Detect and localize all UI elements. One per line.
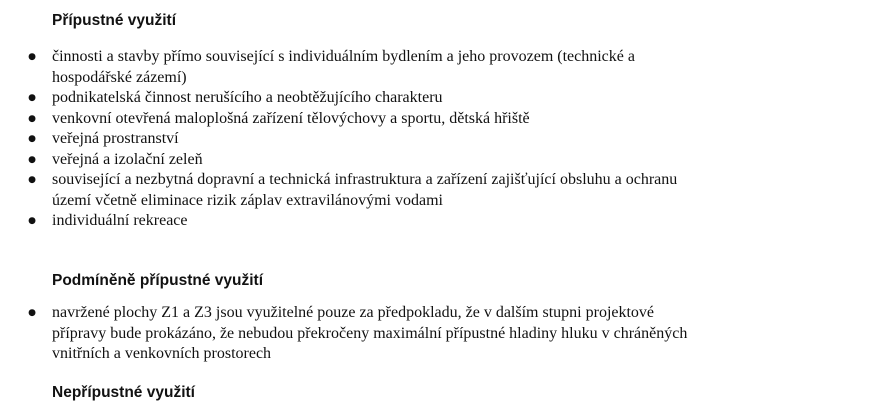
list-item: ● související a nezbytná dopravní a technická infrastruktura a zařízení zajišťující obsluhu a ochranu území včetně eliminace rizik záplav extravilánovými vodami — [28, 171, 678, 209]
bullet-icon: ● — [28, 308, 36, 318]
bullet-icon: ● — [28, 52, 36, 62]
heading-permitted-use: Přípustné využití — [52, 12, 177, 29]
list-item: ● individuální rekreace — [0, 211, 852, 232]
bullet-icon: ● — [28, 175, 36, 185]
list-item: ● podnikatelská činnost nerušícího a neobtěžujícího charakteru — [0, 88, 852, 109]
bullet-icon: ● — [28, 134, 36, 144]
bullet-icon: ● — [28, 93, 36, 103]
bullet-icon: ● — [28, 216, 36, 226]
bullet-icon: ● — [28, 154, 36, 165]
permitted-use-list — [0, 47, 870, 232]
heading-conditionally-permitted-use: Podmíněně přípustné využití — [52, 272, 263, 289]
conditionally-permitted-use-list — [0, 303, 870, 365]
list-item: ● veřejná prostranství — [0, 129, 852, 150]
bullet-icon: ● — [28, 113, 36, 124]
list-item: ● veřejná a izolační zeleň — [0, 150, 852, 171]
list-item: ● činnosti a stavby přímo související s individuálním bydlením a jeho provozem (technické a hospodářské zázemí) — [28, 48, 635, 86]
list-item: ● venkovní otevřená maloplošná zařízení tělovýchovy a sportu, dětská hřiště — [0, 109, 852, 130]
list-item: ● navržené plochy Z1 a Z3 jsou využitelné pouze za předpokladu, že v dalším stupni projektové přípravy bude prokázáno, že nebudou překročeny maximální přípustné hladiny hluku v chráněných vnitřních a venkovních prostorech — [28, 304, 688, 362]
heading-prohibited-use: Nepřípustné využití — [52, 384, 195, 401]
